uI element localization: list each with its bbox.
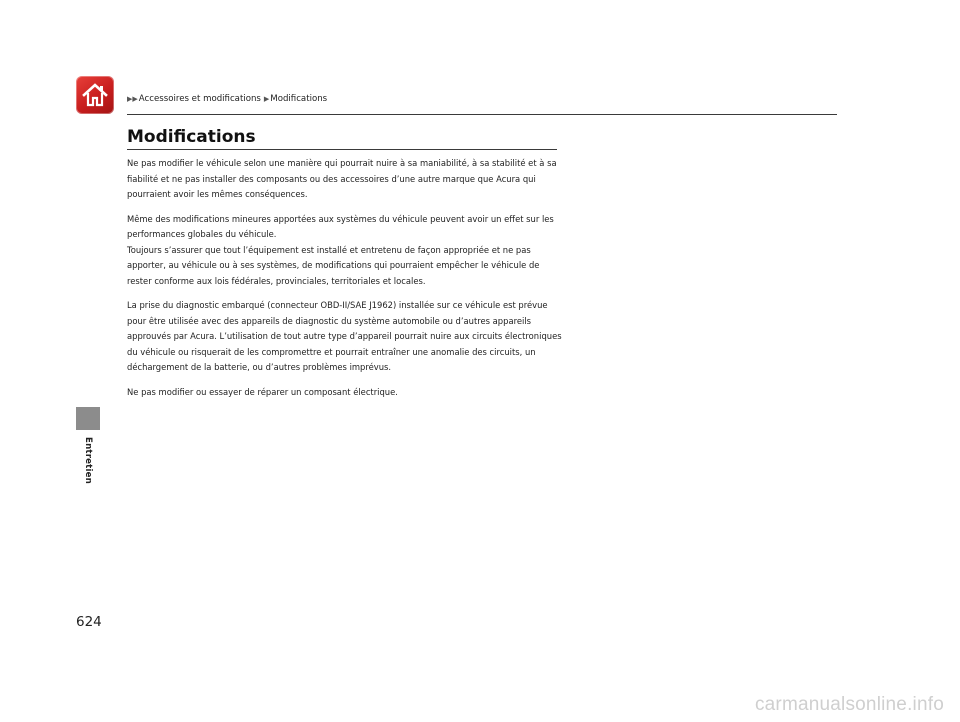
header-divider [127,114,837,115]
watermark: carmanualsonline.info [754,694,944,715]
double-arrow-right-icon: ▶▶ [127,95,138,103]
home-icon [80,80,110,110]
paragraph-line: Toujours s’assurer que tout l’équipement est installé et entretenu de façon appropriée et ne pas apporter, au véhicule ou à ses systèmes, de modifications qui pourraient empêcher le véhicule de rester conforme aux lois fédérales, provinciales, territoriales et locales. [127,244,540,286]
page-content [127,156,562,409]
breadcrumb-item-accessories[interactable]: Accessoires et modifications [138,94,261,104]
paragraph-obd: La prise du diagnostic embarqué (connecteur OBD-II/SAE J1962) installée sur ce véhicule est prévue pour être utilisée avec des appareils de diagnostic du système automobile ou d’autres appareils approuvés par Acura. L’utilisation de tout autre type d’appareil pourrait nuire aux circuits électroniques du véhicule ou risquerait de les compromettre et pourrait entraîner une anomalie des circuits, un déchargement de la batterie, ou d’autres problèmes imprévus. [127,300,562,372]
breadcrumb [127,94,330,104]
paragraph-line: Même des modifications mineures apportées aux systèmes du véhicule peuvent avoir un effet sur les performances globales du véhicule. [127,213,554,239]
section-label-text: Entretien [83,437,93,484]
title-divider [127,149,557,150]
home-button[interactable] [76,76,114,114]
paragraph-warning: Ne pas modifier le véhicule selon une manière qui pourrait nuire à sa maniabilité, à sa stabilité et à sa fiabilité et ne pas installer des composants ou des accessoires d’une autre marque que Acura qui pourraient avoir les mêmes conséquences. [127,158,557,199]
arrow-right-icon: ▶ [263,95,270,103]
paragraph-electrical: Ne pas modifier ou essayer de réparer un composant électrique. [127,386,398,397]
page-title: Modifications [127,127,256,147]
section-tab[interactable] [76,407,100,430]
section-label [77,437,99,483]
paragraph-minor-modifications [127,212,562,290]
breadcrumb-item-modifications[interactable]: Modifications [270,94,328,104]
page-number: 624 [76,614,102,630]
